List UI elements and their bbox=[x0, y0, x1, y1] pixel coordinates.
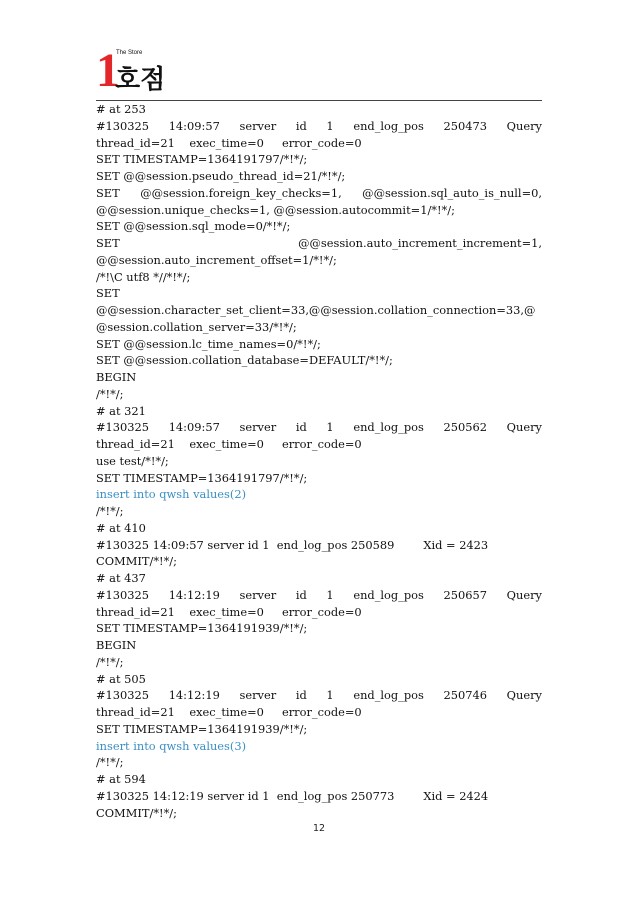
log-line: @@session.unique_checks=1, @@session.autocommit=1/*!*/; bbox=[96, 202, 455, 217]
log-token: Query bbox=[506, 587, 542, 602]
log-token: 1 bbox=[326, 688, 334, 703]
log-token: #130325 bbox=[96, 420, 150, 435]
log-line: #130325 14:09:57 server id 1 end_log_pos 250589 Xid = 2423 bbox=[96, 537, 489, 552]
log-line: SET TIMESTAMP=1364191797/*!*/; bbox=[96, 152, 308, 167]
log-line: @@session.character_set_client=33,@@session.collation_connection=33,@ bbox=[96, 303, 536, 317]
binlog-text bbox=[96, 101, 542, 821]
log-token: @@session.sql_auto_is_null=0, bbox=[362, 185, 542, 200]
log-line: SET TIMESTAMP=1364191939/*!*/; bbox=[96, 721, 308, 736]
highlighted-statement: insert into qwsh values(2) bbox=[96, 487, 247, 502]
highlighted-statement: insert into qwsh values(3) bbox=[96, 738, 247, 753]
log-token: end_log_pos bbox=[353, 420, 424, 435]
log-line: BEGIN bbox=[96, 370, 137, 384]
log-token: #130325 bbox=[96, 118, 150, 133]
log-token: 1 bbox=[326, 420, 334, 435]
log-token: server bbox=[239, 688, 277, 703]
log-token: 250657 bbox=[443, 587, 488, 602]
log-line: thread_id=21 exec_time=0 error_code=0 bbox=[96, 705, 362, 719]
log-line bbox=[96, 118, 542, 135]
log-line bbox=[96, 687, 542, 704]
log-line: SET bbox=[96, 286, 120, 301]
logo-digit: 1 bbox=[96, 44, 120, 97]
log-line: /*!*/; bbox=[96, 654, 124, 669]
log-line: # at 253 bbox=[96, 102, 146, 116]
log-token: 250746 bbox=[443, 688, 488, 703]
log-line: @@session.auto_increment_offset=1/*!*/; bbox=[96, 252, 337, 267]
log-line: /*!\C utf8 *//*!*/; bbox=[96, 269, 191, 284]
page-header bbox=[96, 44, 542, 101]
log-token: server bbox=[239, 587, 277, 602]
log-line: BEGIN bbox=[96, 638, 137, 652]
log-token: #130325 bbox=[96, 587, 150, 602]
log-line: SET @@session.sql_mode=0/*!*/; bbox=[96, 219, 291, 234]
log-token: Query bbox=[506, 118, 542, 133]
log-line: @session.collation_server=33/*!*/; bbox=[96, 319, 297, 334]
log-line: # at 321 bbox=[96, 403, 146, 418]
log-line bbox=[96, 587, 542, 604]
log-line: thread_id=21 exec_time=0 error_code=0 bbox=[96, 437, 362, 451]
log-line bbox=[96, 235, 542, 252]
log-token: 14:09:57 bbox=[168, 118, 220, 133]
log-token: 14:12:19 bbox=[168, 688, 220, 703]
log-line: /*!*/; bbox=[96, 386, 124, 401]
logo-tagline: The Store bbox=[116, 50, 143, 56]
log-token: Query bbox=[506, 688, 542, 703]
log-token: #130325 bbox=[96, 688, 150, 703]
log-token: id bbox=[295, 420, 307, 435]
log-token: end_log_pos bbox=[353, 587, 424, 602]
log-token: Query bbox=[506, 420, 542, 435]
company-logo bbox=[96, 44, 176, 98]
log-token: server bbox=[239, 118, 277, 133]
log-line: SET @@session.pseudo_thread_id=21/*!*/; bbox=[96, 169, 346, 183]
log-line: SET @@session.collation_database=DEFAULT/*!*/; bbox=[96, 353, 393, 368]
log-line bbox=[96, 419, 542, 436]
log-token: server bbox=[239, 420, 277, 435]
log-line: SET @@session.lc_time_names=0/*!*/; bbox=[96, 336, 321, 351]
log-line: #130325 14:12:19 server id 1 end_log_pos 250773 Xid = 2424 bbox=[96, 788, 489, 803]
log-line: /*!*/; bbox=[96, 504, 124, 518]
log-token: SET bbox=[96, 185, 120, 200]
log-token: 250473 bbox=[443, 118, 488, 133]
log-line bbox=[96, 185, 542, 202]
log-token: @@session.auto_increment_increment=1, bbox=[298, 236, 542, 250]
log-token: 250562 bbox=[443, 420, 488, 435]
page-number: 12 bbox=[312, 823, 326, 834]
log-line: SET TIMESTAMP=1364191939/*!*/; bbox=[96, 621, 308, 636]
log-line: # at 437 bbox=[96, 571, 146, 585]
log-line: COMMIT/*!*/; bbox=[96, 805, 177, 820]
log-token: SET bbox=[96, 236, 120, 250]
log-line: thread_id=21 exec_time=0 error_code=0 bbox=[96, 135, 362, 150]
log-line: /*!*/; bbox=[96, 755, 124, 770]
log-line: # at 505 bbox=[96, 671, 146, 686]
log-token: end_log_pos bbox=[353, 688, 424, 703]
logo-hangul: 호점 bbox=[115, 65, 166, 95]
log-token: 1 bbox=[326, 587, 334, 602]
log-line: # at 410 bbox=[96, 520, 146, 535]
log-token: 14:12:19 bbox=[168, 587, 220, 602]
log-line: use test/*!*/; bbox=[96, 453, 169, 468]
log-line: thread_id=21 exec_time=0 error_code=0 bbox=[96, 604, 362, 619]
log-token: 14:09:57 bbox=[168, 420, 220, 435]
log-token: 1 bbox=[326, 118, 334, 133]
log-token: end_log_pos bbox=[353, 118, 424, 133]
log-token: id bbox=[295, 688, 307, 703]
log-token: id bbox=[295, 587, 307, 602]
log-line: # at 594 bbox=[96, 772, 146, 786]
log-token: id bbox=[295, 118, 307, 133]
log-line: SET TIMESTAMP=1364191797/*!*/; bbox=[96, 470, 308, 485]
log-line: COMMIT/*!*/; bbox=[96, 554, 177, 569]
log-token: @@session.foreign_key_checks=1, bbox=[140, 185, 342, 200]
